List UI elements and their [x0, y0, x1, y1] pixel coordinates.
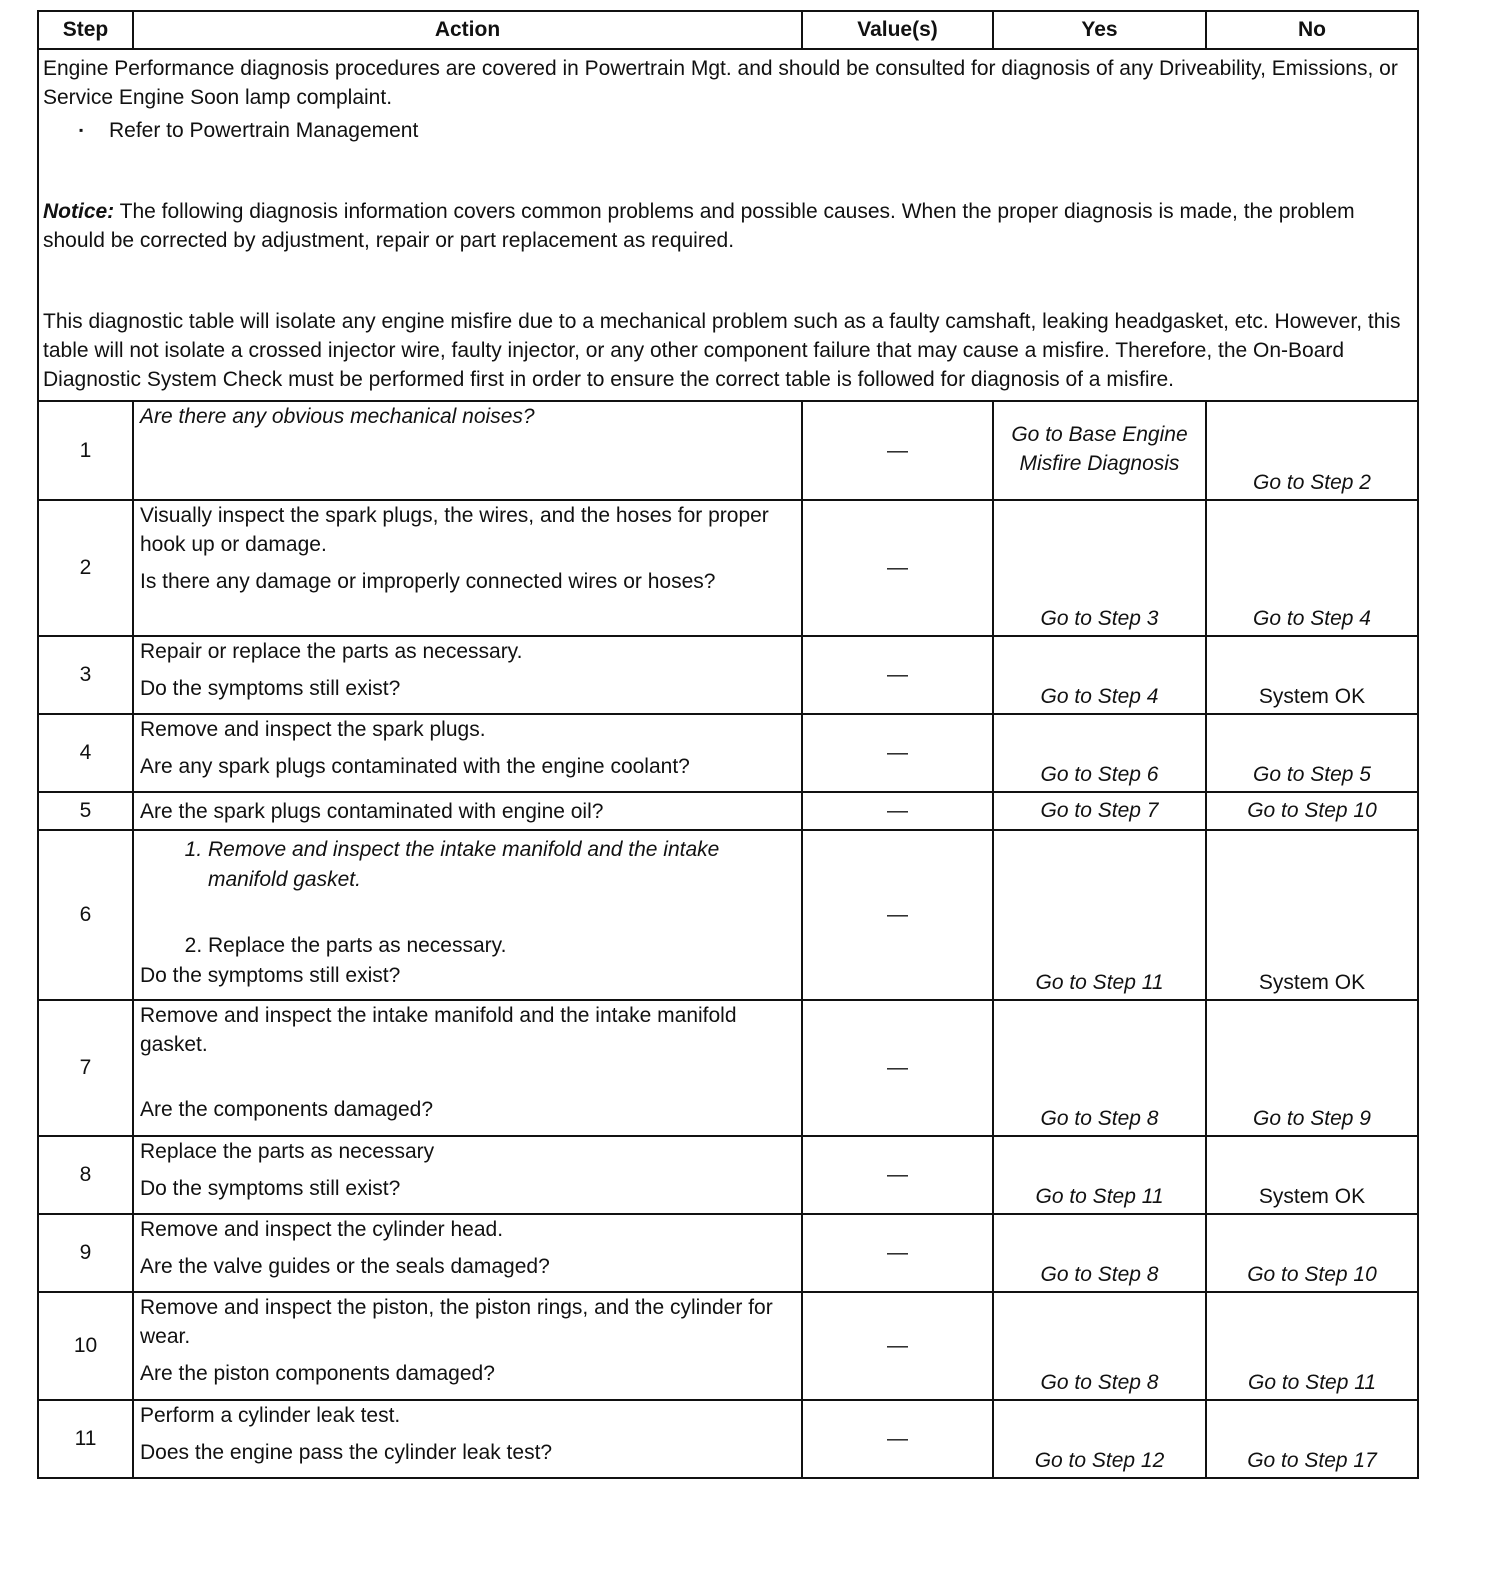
- action-text: Repair or replace the parts as necessary.: [140, 640, 523, 663]
- notice-label: Notice:: [43, 200, 115, 223]
- action-cell: [133, 636, 802, 714]
- intro-paragraph: Engine Performance diagnosis procedures are covered in Powertrain Mgt. and should be consulted for diagnosis of any Driveability, Emissions, or Service Engine Soon lamp complaint.: [43, 57, 1398, 109]
- no-link[interactable]: Go to Step 10: [1247, 799, 1377, 822]
- no-status: System OK: [1258, 1185, 1366, 1208]
- notice-paragraph: [43, 197, 1413, 255]
- value-cell: —: [802, 401, 993, 500]
- action-text: Remove and inspect the spark plugs.: [140, 718, 486, 741]
- yes-link[interactable]: Go to Step 8: [1040, 1263, 1159, 1286]
- table-row: [38, 500, 1418, 636]
- action-text: Replace the parts as necessary: [140, 1140, 435, 1163]
- action-text: Are the spark plugs contaminated with engine oil?: [140, 799, 604, 823]
- action-cell: [133, 1136, 802, 1214]
- table-row: [38, 1214, 1418, 1292]
- table-description: This diagnostic table will isolate any engine misfire due to a mechanical problem such as a faulty camshaft, leaking headgasket, etc. However, this table will not isolate a crossed injector wire, faulty injector, or any other component failure that may cause a misfire. Therefore, the On-Board Diagnostic System Check must be performed first in order to ensure the correct table is followed for diagnosis of a misfire.: [43, 310, 1401, 391]
- value-cell: —: [802, 792, 993, 830]
- table-row: [38, 1000, 1418, 1136]
- action-cell: [133, 500, 802, 636]
- action-question: Is there any damage or improperly connected wires or hoses?: [140, 570, 716, 593]
- yes-cell: [993, 1000, 1206, 1136]
- yes-link[interactable]: Go to Step 11: [1035, 971, 1164, 994]
- no-cell: [1206, 830, 1418, 1000]
- yes-cell: [993, 714, 1206, 792]
- intro-cell: [38, 49, 1418, 401]
- step-number: 6: [38, 830, 133, 1000]
- action-cell: [133, 1400, 802, 1478]
- step-number: 3: [38, 636, 133, 714]
- yes-cell: [993, 830, 1206, 1000]
- value-cell: —: [802, 500, 993, 636]
- action-question: Are the components damaged?: [140, 1098, 434, 1121]
- action-cell: [133, 714, 802, 792]
- no-cell: [1206, 1400, 1418, 1478]
- action-cell: [133, 1292, 802, 1400]
- value-cell: —: [802, 714, 993, 792]
- intro-bullet: ▪ Refer to Powertrain Management: [109, 116, 1413, 145]
- action-text: Remove and inspect the piston, the piston rings, and the cylinder for wear.: [140, 1296, 773, 1348]
- step-number: 8: [38, 1136, 133, 1214]
- no-cell: [1206, 1000, 1418, 1136]
- value-cell: —: [802, 830, 993, 1000]
- yes-cell: [993, 1136, 1206, 1214]
- action-cell: [133, 1214, 802, 1292]
- diagnostic-table: [37, 10, 1419, 1479]
- action-question: Do the symptoms still exist?: [140, 1177, 401, 1200]
- no-link[interactable]: Go to Step 2: [1253, 471, 1371, 494]
- yes-link[interactable]: Go to Step 8: [1040, 1107, 1159, 1130]
- value-cell: —: [802, 1400, 993, 1478]
- yes-cell: [993, 401, 1206, 500]
- no-link[interactable]: Go to Step 10: [1247, 1263, 1377, 1286]
- yes-link[interactable]: Go to Step 8: [1040, 1371, 1159, 1394]
- yes-cell: [993, 792, 1206, 830]
- no-link[interactable]: Go to Step 5: [1253, 763, 1371, 786]
- action-question: Do the symptoms still exist?: [140, 677, 401, 700]
- value-cell: —: [802, 1214, 993, 1292]
- no-cell: [1206, 500, 1418, 636]
- action-text: Perform a cylinder leak test.: [140, 1404, 401, 1427]
- no-cell: [1206, 714, 1418, 792]
- yes-cell: [993, 636, 1206, 714]
- yes-cell: [993, 500, 1206, 636]
- value-cell: —: [802, 636, 993, 714]
- action-cell: [133, 830, 802, 1000]
- action-cell: [133, 1000, 802, 1136]
- action-question: Are any spark plugs contaminated with the engine coolant?: [140, 755, 690, 778]
- value-cell: —: [802, 1292, 993, 1400]
- step-number: 2: [38, 500, 133, 636]
- intro-bullet-list: [43, 116, 1413, 145]
- action-question: Are the piston components damaged?: [140, 1362, 495, 1385]
- action-steps: [140, 835, 795, 961]
- no-cell: [1206, 1136, 1418, 1214]
- table-row: [38, 401, 1418, 500]
- yes-link[interactable]: Go to Step 6: [1040, 763, 1159, 786]
- no-cell: [1206, 401, 1418, 500]
- no-link[interactable]: Go to Step 11: [1247, 1371, 1377, 1394]
- header-values: Value(s): [802, 11, 993, 49]
- header-step: Step: [38, 11, 133, 49]
- step-number: 11: [38, 1400, 133, 1478]
- yes-link[interactable]: Go to Step 7: [1040, 799, 1159, 822]
- action-text: Are there any obvious mechanical noises?: [140, 405, 535, 428]
- no-cell: [1206, 1292, 1418, 1400]
- action-text: Remove and inspect the cylinder head.: [140, 1218, 504, 1241]
- notice-text: The following diagnosis information covers common problems and possible causes. When the proper diagnosis is made, the problem should be corrected by adjustment, repair or part replacement as required.: [43, 200, 1355, 252]
- header-row: [38, 11, 1418, 49]
- yes-link[interactable]: Go to Step 4: [1040, 685, 1159, 708]
- value-cell: —: [802, 1136, 993, 1214]
- step-number: 5: [38, 792, 133, 830]
- table-row: [38, 1136, 1418, 1214]
- table-row: [38, 714, 1418, 792]
- no-cell: [1206, 1214, 1418, 1292]
- yes-cell: [993, 1214, 1206, 1292]
- no-status: System OK: [1258, 685, 1366, 708]
- yes-link[interactable]: Go to Step 3: [1040, 607, 1159, 630]
- step-number: 9: [38, 1214, 133, 1292]
- intro-row: [38, 49, 1418, 401]
- yes-cell: [993, 1292, 1206, 1400]
- action-question: Does the engine pass the cylinder leak test?: [140, 1441, 553, 1464]
- action-text: Visually inspect the spark plugs, the wires, and the hoses for proper hook up or damage.: [140, 504, 769, 556]
- action-text: Remove and inspect the intake manifold and the intake manifold gasket.: [140, 1004, 737, 1056]
- no-link[interactable]: Go to Step 4: [1253, 607, 1371, 630]
- action-cell: [133, 401, 802, 500]
- table-row: [38, 830, 1418, 1000]
- table-row: [38, 1292, 1418, 1400]
- yes-link[interactable]: Go to Step 11: [1035, 1185, 1164, 1208]
- action-cell: [133, 792, 802, 830]
- yes-link[interactable]: Go to Base Engine Misfire Diagnosis: [1011, 422, 1188, 475]
- table-row: [38, 636, 1418, 714]
- yes-link[interactable]: Go to Step 12: [1034, 1449, 1165, 1472]
- action-question: Do the symptoms still exist?: [140, 964, 401, 987]
- action-step: 2. Replace the parts as necessary.: [208, 931, 795, 961]
- action-step: 1. Remove and inspect the intake manifold and the intake manifold gasket.: [208, 835, 795, 895]
- header-yes: Yes: [993, 11, 1206, 49]
- header-action: Action: [133, 11, 802, 49]
- no-cell: [1206, 792, 1418, 830]
- value-cell: —: [802, 1000, 993, 1136]
- header-no: No: [1206, 11, 1418, 49]
- step-number: 10: [38, 1292, 133, 1400]
- step-number: 7: [38, 1000, 133, 1136]
- no-status: System OK: [1258, 971, 1366, 994]
- step-number: 4: [38, 714, 133, 792]
- table-row: [38, 792, 1418, 830]
- no-cell: [1206, 636, 1418, 714]
- action-question: Are the valve guides or the seals damaged?: [140, 1255, 550, 1278]
- step-number: 1: [38, 401, 133, 500]
- table-row: [38, 1400, 1418, 1478]
- no-link[interactable]: Go to Step 17: [1247, 1449, 1377, 1472]
- yes-cell: [993, 1400, 1206, 1478]
- no-link[interactable]: Go to Step 9: [1253, 1107, 1371, 1130]
